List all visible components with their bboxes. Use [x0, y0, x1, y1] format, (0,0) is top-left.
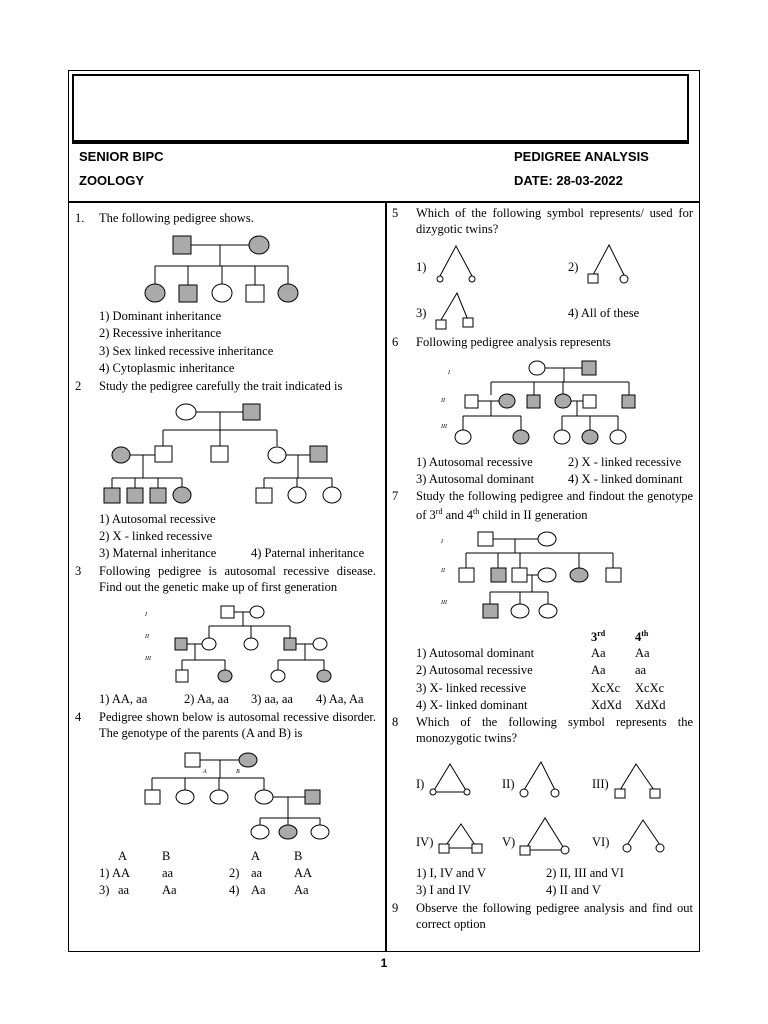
q7-option-4-3rd: XdXd — [591, 698, 622, 712]
q4-col-a-1: A — [118, 849, 128, 863]
q7-option-2-3rd: Aa — [591, 663, 606, 677]
q3-option-1: 1) AA, aa — [99, 692, 148, 706]
q7-gen-label-1: I — [441, 539, 443, 545]
q6-text: Following pedigree analysis represents — [416, 335, 611, 349]
q6-gen-label-2: II — [441, 398, 445, 404]
q8-symbol-1: I) — [416, 777, 425, 791]
q7-gen-label-2: II — [441, 568, 445, 574]
q4-opt1-num: 1) — [99, 866, 110, 880]
q6-option-3: 3) Autosomal dominant — [416, 472, 535, 486]
q4-opt3-num: 3) — [99, 883, 110, 897]
q1-option-3: 3) Sex linked recessive inheritance — [99, 344, 274, 358]
q7-col-3rd: 3rd — [591, 629, 606, 645]
q1-number: 1. — [75, 211, 85, 225]
q6-number: 6 — [392, 335, 399, 349]
q1-option-4: 4) Cytoplasmic inheritance — [99, 361, 235, 375]
q7-option-2-4th: aa — [635, 663, 647, 677]
q8-symbol-4: IV) — [416, 835, 434, 849]
page-number: 1 — [380, 956, 388, 970]
q5-option-1: 1) — [416, 260, 427, 274]
q3-gen-label-2: II — [145, 634, 149, 640]
subject-label: ZOOLOGY — [79, 173, 144, 188]
q1-option-2: 2) Recessive inheritance — [99, 326, 222, 340]
q9-text: Observe the following pedigree analysis and find out correct option — [416, 901, 693, 931]
q4-col-a-2: A — [251, 849, 261, 863]
q2-text: Study the pedigree carefully the trait indicated is — [99, 379, 343, 393]
q5-option-3: 3) — [416, 306, 427, 320]
q7-gen-label-3: III — [441, 600, 447, 606]
q9-number: 9 — [392, 901, 399, 915]
q6-gen-label-1: I — [448, 370, 450, 376]
q4-col-b-1: B — [162, 849, 171, 863]
q8-symbol-5: V) — [502, 835, 516, 849]
q4-opt3-b: Aa — [162, 883, 177, 897]
q7-option-1-3rd: Aa — [591, 646, 606, 660]
q7-option-4: 4) X- linked dominant — [416, 698, 528, 712]
q4-opt2-b: AA — [294, 866, 313, 880]
q4-opt2-num: 2) — [229, 866, 240, 880]
q4-opt3-a: aa — [118, 883, 130, 897]
q8-symbol-3: III) — [592, 777, 609, 791]
q7-text: Study the following pedigree and findout the genotype of 3rd and 4th child in II generation — [416, 489, 693, 523]
q7-number: 7 — [392, 489, 399, 503]
q5-number: 5 — [392, 206, 399, 220]
q2-number: 2 — [75, 379, 82, 393]
q7-option-2: 2) Autosomal recessive — [416, 663, 533, 677]
q6-option-2: 2) X - linked recessive — [568, 455, 682, 469]
q4-opt1-a: AA — [112, 866, 131, 880]
q5-text: Which of the following symbol represents/ used for dizygotic twins? — [416, 206, 693, 236]
q4-opt4-b: Aa — [294, 883, 309, 897]
q8-option-4: 4) II and V — [546, 883, 601, 897]
q4-parent-b: B — [236, 769, 240, 775]
q1-text: The following pedigree shows. — [99, 211, 254, 225]
q8-symbol-6: VI) — [592, 835, 610, 849]
date-label: DATE: 28-03-2022 — [514, 173, 623, 188]
q7-option-3: 3) X- linked recessive — [416, 681, 527, 695]
q8-option-1: 1) I, IV and V — [416, 866, 487, 880]
q7-col-4th: 4th — [635, 629, 649, 645]
q4-opt4-num: 4) — [229, 883, 240, 897]
q7-option-3-3rd: XcXc — [591, 681, 621, 695]
q7-option-3-4th: XcXc — [635, 681, 665, 695]
q7-option-1-4th: Aa — [635, 646, 650, 660]
q6-gen-label-3: III — [441, 424, 447, 430]
q8-symbol-2: II) — [502, 777, 515, 791]
q2-option-2: 2) X - linked recessive — [99, 529, 213, 543]
q7-option-4-4th: XdXd — [635, 698, 666, 712]
q4-number: 4 — [75, 710, 82, 724]
q8-number: 8 — [392, 715, 399, 729]
q3-option-3: 3) aa, aa — [251, 692, 293, 706]
q4-col-b-2: B — [294, 849, 303, 863]
q8-option-3: 3) I and IV — [416, 883, 472, 897]
q4-opt4-a: Aa — [251, 883, 266, 897]
q4-parent-a: A — [203, 769, 207, 775]
q4-text: Pedigree shown below is autosomal recessive disorder. The genotype of the parents (A and B) is — [99, 710, 376, 740]
q3-gen-label-3: III — [145, 656, 151, 662]
q3-number: 3 — [75, 564, 82, 578]
q6-option-4: 4) X - linked dominant — [568, 472, 683, 486]
q3-option-4: 4) Aa, Aa — [316, 692, 364, 706]
q2-option-4: 4) Paternal inheritance — [251, 546, 365, 560]
q1-option-1: 1) Dominant inheritance — [99, 309, 222, 323]
q4-opt2-a: aa — [251, 866, 263, 880]
q2-option-1: 1) Autosomal recessive — [99, 512, 216, 526]
topic-label: PEDIGREE ANALYSIS — [514, 149, 649, 164]
course-label: SENIOR BIPC — [79, 149, 164, 164]
q6-option-1: 1) Autosomal recessive — [416, 455, 533, 469]
q3-option-2: 2) Aa, aa — [184, 692, 229, 706]
q5-option-4: 4) All of these — [568, 306, 640, 320]
q3-gen-label-1: I — [145, 612, 147, 618]
q5-option-2: 2) — [568, 260, 579, 274]
q3-text: Following pedigree is autosomal recessive disease. Find out the genetic make up of first generation — [99, 564, 376, 594]
q2-option-3: 3) Maternal inheritance — [99, 546, 217, 560]
q7-option-1: 1) Autosomal dominant — [416, 646, 535, 660]
q4-opt1-b: aa — [162, 866, 174, 880]
q8-option-2: 2) II, III and VI — [546, 866, 624, 880]
q8-text: Which of the following symbol represents the monozygotic twins? — [416, 715, 693, 745]
